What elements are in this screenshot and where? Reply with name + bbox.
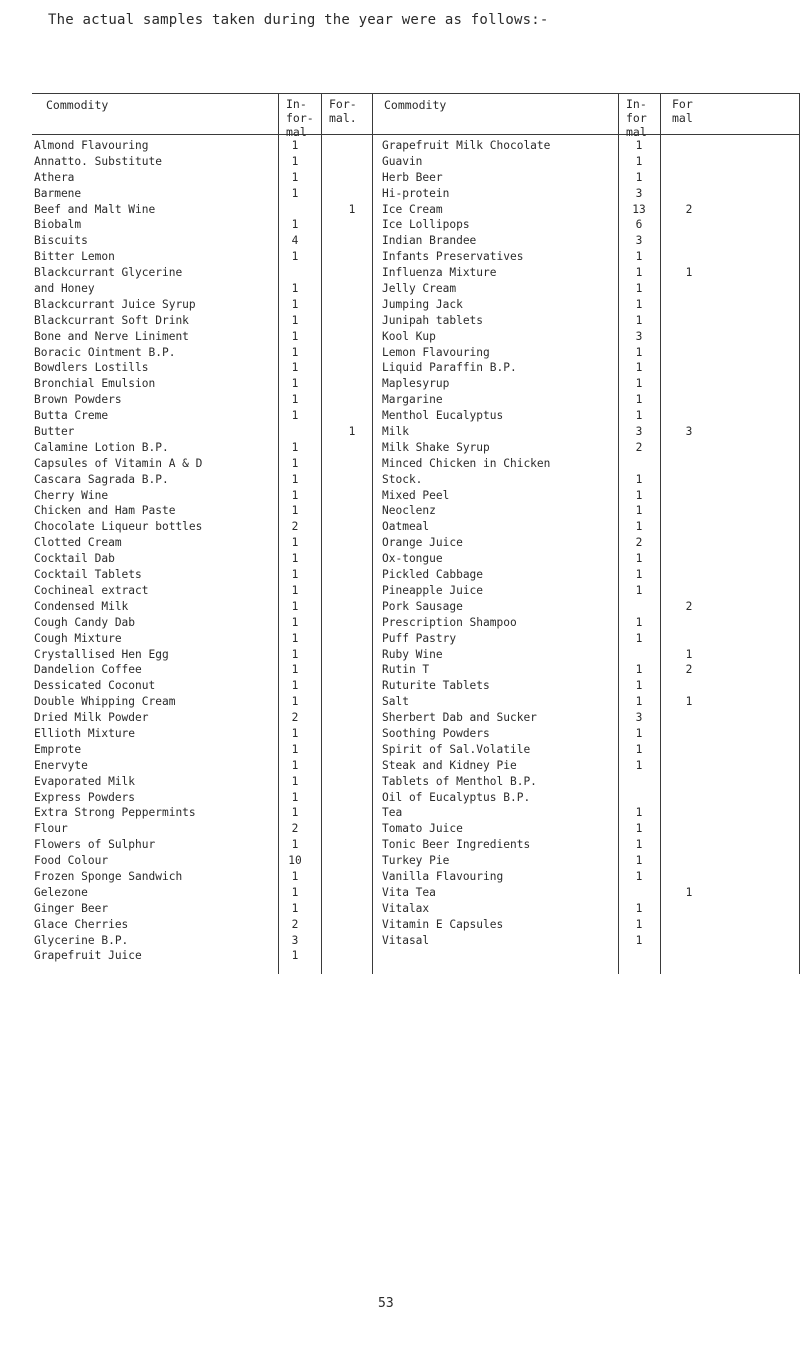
cell-commodity-left: Glycerine B.P. [34,933,129,947]
header-formal-right: For mal [672,97,693,125]
cell-commodity-left: Brown Powders [34,393,122,407]
cell-commodity-left: Chicken and Ham Paste [34,504,176,518]
table-row [32,170,800,186]
cell-commodity-left: Extra Strong Peppermints [34,806,196,820]
cell-informal-right: 1 [635,615,643,629]
cell-formal-left: 1 [348,425,356,439]
cell-informal-left: 1 [291,218,299,232]
cell-commodity-right: Indian Brandee [382,234,477,248]
cell-commodity-right: Milk [382,425,409,439]
cell-commodity-left: Bone and Nerve Liniment [34,329,189,343]
table-row [32,853,800,869]
table-row [32,742,800,758]
cell-informal-right: 1 [635,838,643,852]
cell-informal-right: 3 [635,186,643,200]
table-row [32,249,800,265]
cell-informal-right: 1 [635,297,643,311]
cell-informal-right: 1 [635,139,643,152]
cell-commodity-right: Spirit of Sal.Volatile [382,742,531,756]
cell-informal-right: 1 [635,917,643,931]
table-row [32,233,800,249]
page-number: 53 [378,1296,394,1311]
cell-informal-right: 1 [635,377,643,391]
cell-informal-left: 1 [291,726,299,740]
cell-formal-right: 3 [685,425,693,439]
header-commodity-right: Commodity [384,98,447,112]
cell-informal-right: 1 [635,695,643,709]
cell-commodity-right: Pickled Cabbage [382,568,484,582]
cell-informal-right: 1 [635,568,643,582]
cell-commodity-right: Maplesyrup [382,377,450,391]
cell-informal-right: 1 [635,504,643,518]
cell-informal-left: 1 [291,568,299,582]
cell-commodity-left: Glace Cherries [34,917,129,931]
cell-formal-left: 1 [348,202,356,216]
table-row [32,615,800,631]
cell-commodity-left: Crystallised Hen Egg [34,647,169,661]
table-row [32,726,800,742]
cell-informal-left: 1 [291,297,299,311]
cell-informal-left: 1 [291,186,299,200]
cell-commodity-right: Hi-protein [382,186,450,200]
cell-informal-right: 1 [635,520,643,534]
samples-table [32,93,800,964]
cell-commodity-right: Ice Lollipops [382,218,470,232]
cell-informal-right: 1 [635,345,643,359]
cell-informal-right: 1 [635,266,643,280]
cell-formal-right: 2 [685,202,693,216]
cell-commodity-left: Calamine Lotion B.P. [34,440,169,454]
cell-commodity-right: Tea [382,806,403,820]
cell-commodity-right: Turkey Pie [382,854,450,868]
cell-formal-right: 2 [685,599,693,613]
cell-commodity-left: Cascara Sagrada B.P. [34,472,169,486]
cell-informal-left: 1 [291,536,299,550]
table-row [32,710,800,726]
cell-formal-right: 2 [685,663,693,677]
cell-informal-left: 1 [291,393,299,407]
cell-informal-left: 1 [291,504,299,518]
cell-informal-left: 1 [291,329,299,343]
cell-commodity-right: Puff Pastry [382,631,457,645]
cell-informal-left: 1 [291,552,299,566]
cell-informal-left: 2 [291,711,299,725]
cell-commodity-left: Gelezone [34,885,88,899]
cell-commodity-right: Vita Tea [382,885,436,899]
cell-informal-right: 3 [635,329,643,343]
cell-commodity-left: Bronchial Emulsion [34,377,156,391]
table-row [32,869,800,885]
cell-informal-right: 1 [635,393,643,407]
cell-informal-right: 3 [635,425,643,439]
cell-informal-right: 1 [635,154,643,168]
table-row [32,837,800,853]
cell-commodity-left: Dessicated Coconut [34,679,156,693]
cell-informal-right: 1 [635,822,643,836]
cell-commodity-left: Cocktail Tablets [34,568,142,582]
cell-formal-right: 1 [685,266,693,280]
table-row [32,392,800,408]
cell-informal-right: 1 [635,488,643,502]
table-row [32,519,800,535]
cell-commodity-right: Oatmeal [382,520,430,534]
cell-informal-right: 13 [632,202,646,216]
cell-commodity-right: Mixed Peel [382,488,450,502]
cell-commodity-right: Pineapple Juice [382,583,484,597]
table-row [32,376,800,392]
cell-informal-right: 2 [635,440,643,454]
intro-heading: The actual samples taken during the year were as follows:- [48,12,549,28]
cell-commodity-left: Bowdlers Lostills [34,361,149,375]
cell-commodity-left: Annatto. Substitute [34,154,162,168]
cell-informal-left: 1 [291,663,299,677]
cell-commodity-right: Rutin T [382,663,430,677]
cell-commodity-left: Flowers of Sulphur [34,838,156,852]
table-row [32,345,800,361]
cell-commodity-right: Tablets of Menthol B.P. [382,774,537,788]
cell-commodity-right: Menthol Eucalyptus [382,409,504,423]
cell-informal-left: 1 [291,170,299,184]
table-row [32,821,800,837]
cell-informal-left: 1 [291,838,299,852]
cell-informal-right: 3 [635,234,643,248]
table-row [32,885,800,901]
cell-commodity-right: Stock. [382,472,423,486]
cell-informal-left: 1 [291,409,299,423]
table-row [32,472,800,488]
table-row [32,790,800,806]
cell-commodity-right: Kool Kup [382,329,436,343]
cell-informal-left: 1 [291,806,299,820]
cell-informal-left: 1 [291,583,299,597]
cell-commodity-left: Dried Milk Powder [34,711,149,725]
table-row [32,901,800,917]
cell-commodity-right: Margarine [382,393,443,407]
header-commodity-left: Commodity [46,98,109,112]
cell-informal-right: 1 [635,409,643,423]
cell-commodity-right: Herb Beer [382,170,443,184]
cell-commodity-left: Blackcurrant Soft Drink [34,313,189,327]
header-informal-left: In- for- mal [286,97,314,139]
cell-informal-left: 1 [291,456,299,470]
cell-commodity-left: Cochineal extract [34,583,149,597]
cell-informal-right: 1 [635,869,643,883]
table-row [32,297,800,313]
cell-informal-left: 1 [291,472,299,486]
cell-informal-right: 1 [635,901,643,915]
cell-commodity-left: Barmene [34,186,82,200]
header-informal-right: In- for mal [626,97,647,139]
table-row [32,138,800,154]
cell-commodity-right: Grapefruit Milk Chocolate [382,139,551,152]
cell-commodity-right: Orange Juice [382,536,463,550]
cell-commodity-right: Salt [382,695,409,709]
table-row [32,202,800,218]
cell-informal-right: 1 [635,552,643,566]
cell-commodity-right: Milk Shake Syrup [382,440,490,454]
cell-formal-right: 1 [685,885,693,899]
cell-commodity-left: Frozen Sponge Sandwich [34,869,183,883]
table-row [32,424,800,440]
cell-commodity-right: Neoclenz [382,504,436,518]
cell-informal-right: 1 [635,679,643,693]
cell-informal-right: 1 [635,854,643,868]
cell-informal-left: 1 [291,154,299,168]
cell-commodity-left: Condensed Milk [34,599,129,613]
cell-informal-left: 1 [291,139,299,152]
cell-informal-left: 1 [291,790,299,804]
table-row [32,678,800,694]
table-row [32,313,800,329]
cell-informal-right: 2 [635,536,643,550]
cell-commodity-left: Capsules of Vitamin A & D [34,456,203,470]
cell-informal-right: 1 [635,170,643,184]
cell-commodity-right: Vitalax [382,901,430,915]
cell-commodity-right: Tomato Juice [382,822,463,836]
table-row [32,535,800,551]
cell-commodity-left: Double Whipping Cream [34,695,176,709]
table-row [32,758,800,774]
cell-commodity-right: Vitamin E Capsules [382,917,504,931]
table-row [32,662,800,678]
cell-informal-left: 1 [291,615,299,629]
cell-commodity-left: Food Colour [34,854,109,868]
cell-commodity-left: Almond Flavouring [34,139,149,152]
cell-informal-left: 1 [291,742,299,756]
table-row [32,217,800,233]
cell-commodity-right: Vanilla Flavouring [382,869,504,883]
cell-informal-left: 1 [291,949,299,963]
cell-informal-left: 1 [291,631,299,645]
cell-informal-right: 1 [635,282,643,296]
cell-commodity-left: Cocktail Dab [34,552,115,566]
cell-informal-left: 1 [291,758,299,772]
table-body [32,135,800,964]
table-row [32,154,800,170]
cell-informal-right: 1 [635,583,643,597]
cell-commodity-left: Clotted Cream [34,536,122,550]
cell-commodity-right: Steak and Kidney Pie [382,758,517,772]
cell-commodity-left: Boracic Ointment B.P. [34,345,176,359]
table-row [32,567,800,583]
cell-commodity-right: Ox-tongue [382,552,443,566]
cell-commodity-right: Ruby Wine [382,647,443,661]
cell-informal-left: 2 [291,822,299,836]
cell-commodity-left: Biobalm [34,218,82,232]
cell-informal-left: 1 [291,599,299,613]
cell-informal-right: 3 [635,711,643,725]
cell-informal-left: 1 [291,345,299,359]
cell-informal-left: 1 [291,901,299,915]
cell-commodity-left: Cough Mixture [34,631,122,645]
cell-informal-right: 1 [635,361,643,375]
cell-commodity-right: Ice Cream [382,202,443,216]
table-row [32,647,800,663]
cell-commodity-right: Prescription Shampoo [382,615,517,629]
cell-commodity-left: Biscuits [34,234,88,248]
table-row [32,456,800,472]
cell-informal-left: 1 [291,695,299,709]
cell-informal-left: 1 [291,885,299,899]
cell-informal-right: 1 [635,313,643,327]
table-header [32,94,800,139]
cell-commodity-right: Guavin [382,154,423,168]
cell-commodity-left: Grapefruit Juice [34,949,142,963]
cell-informal-left: 1 [291,774,299,788]
cell-informal-right: 1 [635,742,643,756]
cell-commodity-left: Beef and Malt Wine [34,202,156,216]
cell-commodity-left: Butter [34,425,75,439]
table-row [32,408,800,424]
cell-commodity-left: Emprote [34,742,82,756]
table-row [32,805,800,821]
cell-commodity-left: Ginger Beer [34,901,109,915]
cell-commodity-right: Pork Sausage [382,599,463,613]
cell-informal-right: 1 [635,758,643,772]
cell-informal-left: 1 [291,377,299,391]
cell-informal-left: 1 [291,488,299,502]
cell-commodity-left: Flour [34,822,68,836]
cell-commodity-right: Minced Chicken in Chicken [382,456,551,470]
cell-commodity-right: Ruturite Tablets [382,679,490,693]
table-row [32,694,800,710]
cell-commodity-right: Sherbert Dab and Sucker [382,711,537,725]
cell-informal-left: 2 [291,520,299,534]
cell-informal-left: 1 [291,440,299,454]
cell-commodity-right: Vitasal [382,933,430,947]
cell-informal-left: 3 [291,933,299,947]
cell-informal-right: 6 [635,218,643,232]
table-row [32,599,800,615]
cell-informal-left: 1 [291,679,299,693]
cell-commodity-left: Cherry Wine [34,488,109,502]
table-row [32,440,800,456]
cell-commodity-left: Blackcurrant Juice Syrup [34,297,196,311]
cell-informal-right: 1 [635,806,643,820]
cell-informal-right: 1 [635,663,643,677]
cell-commodity-left: Cough Candy Dab [34,615,136,629]
cell-commodity-right: Jumping Jack [382,297,463,311]
cell-informal-right: 1 [635,472,643,486]
cell-commodity-right: Influenza Mixture [382,266,497,280]
cell-commodity-right: Liquid Paraffin B.P. [382,361,517,375]
cell-commodity-left: Ellioth Mixture [34,726,136,740]
cell-informal-left: 4 [291,234,299,248]
table-row [32,933,800,949]
cell-commodity-left: Dandelion Coffee [34,663,142,677]
cell-commodity-left: Express Powders [34,790,136,804]
cell-informal-left: 1 [291,647,299,661]
cell-commodity-left: and Honey [34,282,95,296]
cell-commodity-left: Athera [34,170,75,184]
cell-informal-left: 10 [288,854,302,868]
cell-commodity-left: Butta Creme [34,409,109,423]
table-row [32,551,800,567]
cell-commodity-right: Lemon Flavouring [382,345,490,359]
cell-commodity-right: Tonic Beer Ingredients [382,838,531,852]
cell-commodity-left: Chocolate Liqueur bottles [34,520,203,534]
cell-informal-left: 1 [291,361,299,375]
cell-commodity-left: Enervyte [34,758,88,772]
cell-commodity-left: Blackcurrant Glycerine [34,266,183,280]
table-row [32,281,800,297]
cell-informal-left: 1 [291,869,299,883]
cell-commodity-left: Evaporated Milk [34,774,136,788]
table-row [32,774,800,790]
table-row [32,488,800,504]
cell-informal-right: 1 [635,250,643,264]
table-row [32,329,800,345]
cell-informal-right: 1 [635,933,643,947]
cell-informal-left: 1 [291,313,299,327]
cell-commodity-right: Infants Preservatives [382,250,524,264]
table-row [32,948,800,964]
cell-formal-right: 1 [685,695,693,709]
table-row [32,503,800,519]
cell-informal-right: 1 [635,631,643,645]
cell-commodity-right: Soothing Powders [382,726,490,740]
cell-commodity-left: Bitter Lemon [34,250,115,264]
header-formal-left: For- mal. [329,97,357,125]
cell-commodity-right: Jelly Cream [382,282,457,296]
table-row [32,631,800,647]
cell-informal-left: 1 [291,282,299,296]
table-row [32,583,800,599]
cell-informal-right: 1 [635,726,643,740]
cell-commodity-right: Oil of Eucalyptus B.P. [382,790,531,804]
table-row [32,917,800,933]
table-row [32,265,800,281]
table-row [32,186,800,202]
cell-formal-right: 1 [685,647,693,661]
cell-commodity-right: Junipah tablets [382,313,484,327]
table-row [32,360,800,376]
cell-informal-left: 2 [291,917,299,931]
cell-informal-left: 1 [291,250,299,264]
